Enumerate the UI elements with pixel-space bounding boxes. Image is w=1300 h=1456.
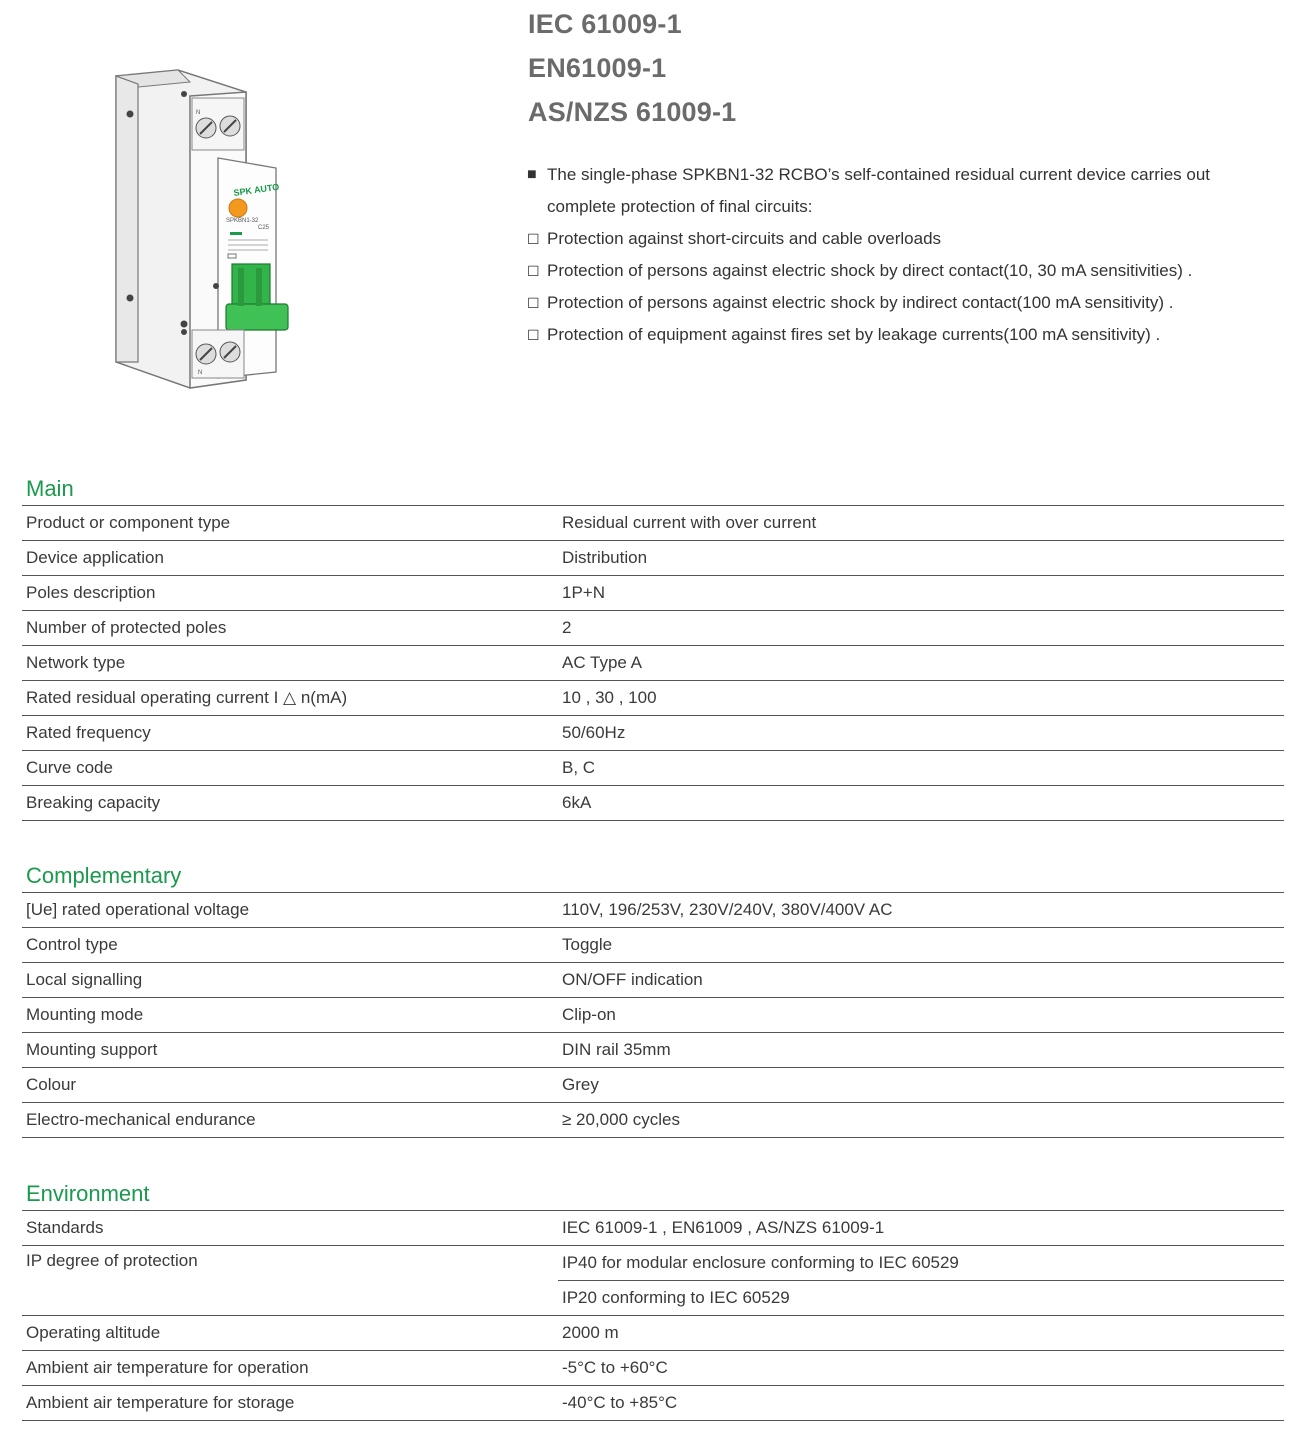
- row-value: 2: [562, 618, 572, 637]
- table-row: [22, 786, 1284, 821]
- row-label: Mounting support: [26, 1040, 158, 1059]
- rcbo-device-illustration: [108, 62, 298, 392]
- standard-en: EN61009-1: [528, 53, 667, 83]
- row-value: 1P+N: [562, 583, 605, 602]
- environment-section: [22, 1177, 1284, 1421]
- feature-text: Protection against short-circuits and cable overloads: [547, 229, 942, 248]
- row-label: Breaking capacity: [26, 793, 161, 812]
- row-label: Colour: [26, 1075, 77, 1094]
- empty-square-icon: ☐: [527, 263, 540, 279]
- standard-asnzs: AS/NZS 61009-1: [528, 97, 737, 127]
- section-title: Complementary: [22, 859, 1284, 893]
- table-row: [22, 751, 1284, 786]
- row-value: -5°C to +60°C: [562, 1358, 668, 1377]
- main-section: [22, 472, 1284, 821]
- row-values: [558, 1246, 1284, 1315]
- feature-item: [527, 319, 1292, 351]
- row-label: Ambient air temperature for storage: [26, 1393, 295, 1412]
- table-row: [22, 716, 1284, 751]
- table-row: [22, 506, 1284, 541]
- empty-square-icon: ☐: [527, 295, 540, 311]
- row-value: DIN rail 35mm: [562, 1040, 671, 1059]
- feature-text: Protection of persons against electric shock by direct contact(10, 30 mA sensitivities) .: [547, 261, 1193, 280]
- filled-square-icon: ■: [527, 166, 537, 183]
- row-value: 10 , 30 , 100: [562, 688, 657, 707]
- bullet-spacer: [527, 191, 547, 223]
- row-value: ON/OFF indication: [562, 970, 703, 989]
- feature-text: Protection of persons against electric shock by indirect contact(100 mA sensitivity) .: [547, 293, 1174, 312]
- table-row: [22, 963, 1284, 998]
- terminal-label-top: N: [196, 110, 201, 116]
- standard-iec: IEC 61009-1: [528, 9, 682, 39]
- row-label: Operating altitude: [26, 1323, 161, 1342]
- row-label: Electro-mechanical endurance: [26, 1110, 256, 1129]
- table-row: [22, 928, 1284, 963]
- complementary-section: [22, 859, 1284, 1138]
- row-label: Rated frequency: [26, 723, 151, 742]
- table-row: [22, 1246, 1284, 1316]
- row-value: Residual current with over current: [562, 513, 817, 532]
- row-value: AC Type A: [562, 653, 643, 672]
- row-label: Standards: [26, 1218, 104, 1237]
- row-value: Distribution: [562, 548, 648, 567]
- table-row: [22, 1211, 1284, 1246]
- brand-text: SPK AUTO: [232, 181, 280, 198]
- row-label: [Ue] rated operational voltage: [26, 900, 250, 919]
- row-value: IP20 conforming to IEC 60529: [558, 1280, 1284, 1315]
- feature-item: [527, 287, 1292, 319]
- table-row: [22, 646, 1284, 681]
- table-row: [22, 1103, 1284, 1138]
- row-label: Number of protected poles: [26, 618, 227, 637]
- rating-text: C25: [258, 225, 270, 231]
- table-row: [22, 576, 1284, 611]
- row-label: Curve code: [26, 758, 113, 777]
- model-text: SPKBN1-32: [226, 218, 259, 224]
- table-row: [22, 998, 1284, 1033]
- row-value: Grey: [562, 1075, 599, 1094]
- section-title: Environment: [22, 1177, 1284, 1211]
- row-label: Network type: [26, 653, 126, 672]
- row-label: Ambient air temperature for operation: [26, 1358, 309, 1377]
- table-row: [22, 893, 1284, 928]
- standards-list: [528, 4, 736, 136]
- row-label: IP degree of protection: [26, 1251, 198, 1270]
- table-row: [22, 1033, 1284, 1068]
- row-value: 110V, 196/253V, 230V/240V, 380V/400V AC: [562, 900, 893, 919]
- row-value: IP40 for modular enclosure conforming to IEC 60529: [562, 1253, 959, 1272]
- row-label: Mounting mode: [26, 1005, 144, 1024]
- empty-square-icon: ☐: [527, 327, 540, 343]
- row-value: 50/60Hz: [562, 723, 626, 742]
- row-label: Poles description: [26, 583, 156, 602]
- feature-item: [527, 191, 1292, 223]
- feature-item: [527, 159, 1292, 191]
- terminal-label-bottom: N: [198, 370, 203, 376]
- row-value: 6kA: [562, 793, 592, 812]
- row-label: Local signalling: [26, 970, 143, 989]
- row-value: B, C: [562, 758, 596, 777]
- table-row: [22, 1068, 1284, 1103]
- table-row: [22, 611, 1284, 646]
- row-value: Toggle: [562, 935, 613, 954]
- row-label: Device application: [26, 548, 164, 567]
- section-title: Main: [22, 472, 1284, 506]
- feature-item: [527, 223, 1292, 255]
- row-value: Clip-on: [562, 1005, 616, 1024]
- row-value: IEC 61009-1 , EN61009 , AS/NZS 61009-1: [562, 1218, 885, 1237]
- feature-text: The single-phase SPKBN1-32 RCBO’s self-contained residual current device carries out: [547, 165, 1211, 184]
- row-value: ≥ 20,000 cycles: [562, 1110, 681, 1129]
- product-image: [108, 62, 298, 392]
- table-row: [22, 681, 1284, 716]
- table-row: [22, 1316, 1284, 1351]
- feature-text: Protection of equipment against fires set by leakage currents(100 mA sensitivity) .: [547, 325, 1161, 344]
- empty-square-icon: ☐: [527, 231, 540, 247]
- row-value: -40°C to +85°C: [562, 1393, 678, 1412]
- feature-text: complete protection of final circuits:: [547, 197, 813, 216]
- table-row: [22, 1351, 1284, 1386]
- row-label: Control type: [26, 935, 118, 954]
- row-label: Product or component type: [26, 513, 231, 532]
- table-row: [22, 1386, 1284, 1421]
- table-row: [22, 541, 1284, 576]
- row-value: 2000 m: [562, 1323, 619, 1342]
- feature-item: [527, 255, 1292, 287]
- row-label: Rated residual operating current I △ n(mA): [26, 688, 348, 707]
- feature-list: [527, 159, 1292, 351]
